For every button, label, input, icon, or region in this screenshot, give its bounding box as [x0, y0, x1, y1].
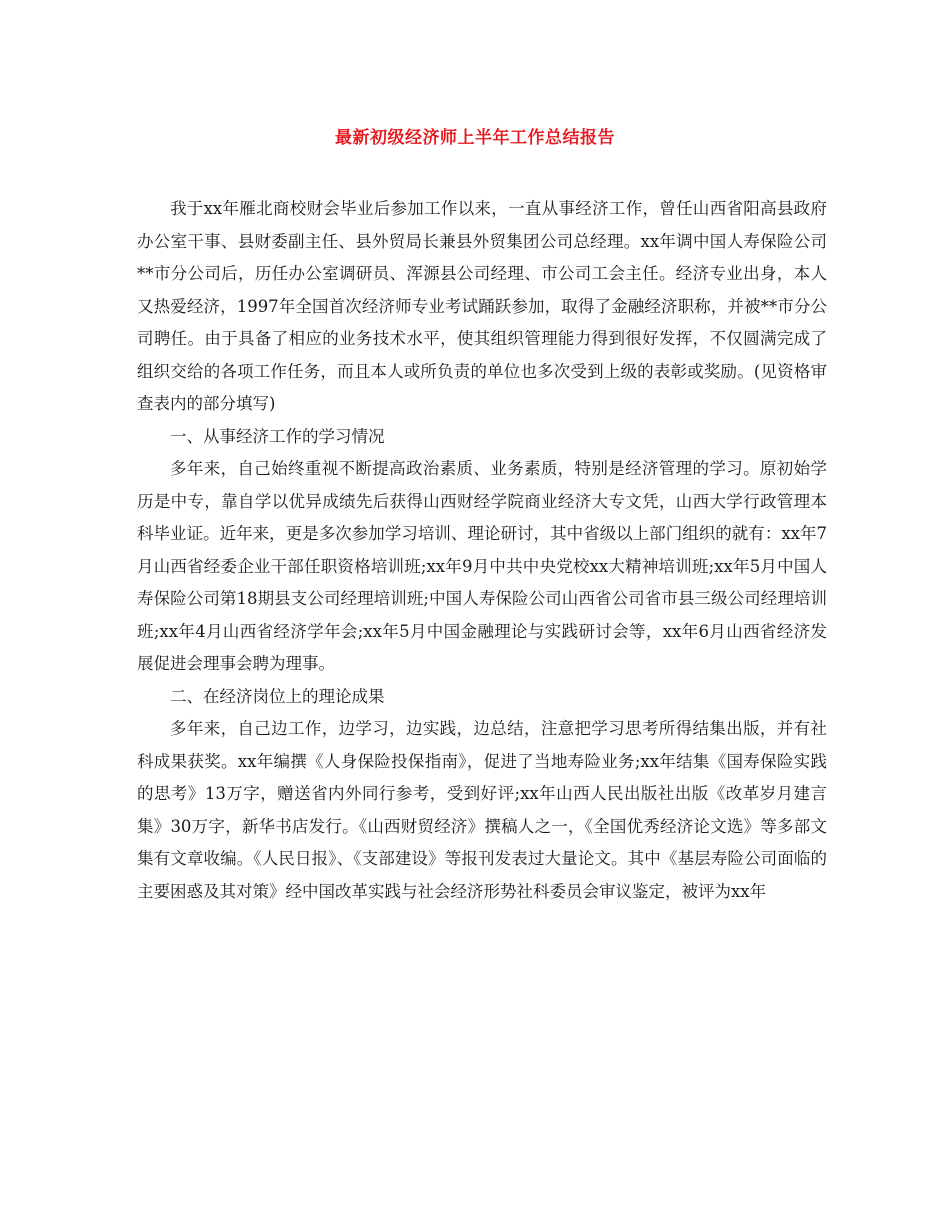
- document-title: 最新初级经济师上半年工作总结报告: [335, 128, 615, 148]
- document-body: [137, 193, 827, 908]
- paragraph-achievements: 多年来，自己边工作，边学习，边实践，边总结，注意把学习思考所得结集出版，并有社科成果获奖。xx年编撰《人身保险投保指南》，促进了当地寿险业务;xx年结集《国寿保险实践的思考》13万字，赠送省内外同行参考，受到好评;xx年山西人民出版社出版《改革岁月建言集》30万字，新华书店发行。《山西财贸经济》撰稿人之一，《全国优秀经济论文选》等多部文集有文章收编。《人民日报》、《支部建设》等报刊发表过大量论文。其中《基层寿险公司面临的主要困惑及其对策》经中国改革实践与社会经济形势社科委员会审议鉴定，被评为xx年: [137, 719, 827, 901]
- paragraph-study: 多年来，自己始终重视不断提高政治素质、业务素质，特别是经济管理的学习。原初始学历是中专，靠自学以优异成绩先后获得山西财经学院商业经济大专文凭，山西大学行政管理本科毕业证。近年来，更是多次参加学习培训、理论研讨，其中省级以上部门组织的就有：xx年7月山西省经委企业干部任职资格培训班;xx年9月中共中央党校xx大精神培训班;xx年5月中国人寿保险公司第18期县支公司经理培训班;中国人寿保险公司山西省公司省市县三级公司经理培训班;xx年4月山西省经济学年会;xx年5月中国金融理论与实践研讨会等，xx年6月山西省经济发展促进会理事会聘为理事。: [137, 459, 827, 673]
- section-heading-1: 一、从事经济工作的学习情况: [170, 426, 385, 446]
- section-heading-2: 二、在经济岗位上的理论成果: [170, 686, 385, 706]
- paragraph-intro: 我于xx年雁北商校财会毕业后参加工作以来，一直从事经济工作，曾任山西省阳高县政府办公室干事、县财委副主任、县外贸局长兼县外贸集团公司总经理。xx年调中国人寿保险公司**市分公司后，历任办公室调研员、浑源县公司经理、市公司工会主任。经济专业出身，本人又热爱经济，1997年全国首次经济师专业考试踊跃参加，取得了金融经济职称，并被**市分公司聘任。由于具备了相应的业务技术水平，使其组织管理能力得到很好发挥，不仅圆满完成了组织交给的各项工作任务，而且本人或所负责的单位也多次受到上级的表彰或奖励。(见资格审查表内的部分填写): [137, 199, 827, 413]
